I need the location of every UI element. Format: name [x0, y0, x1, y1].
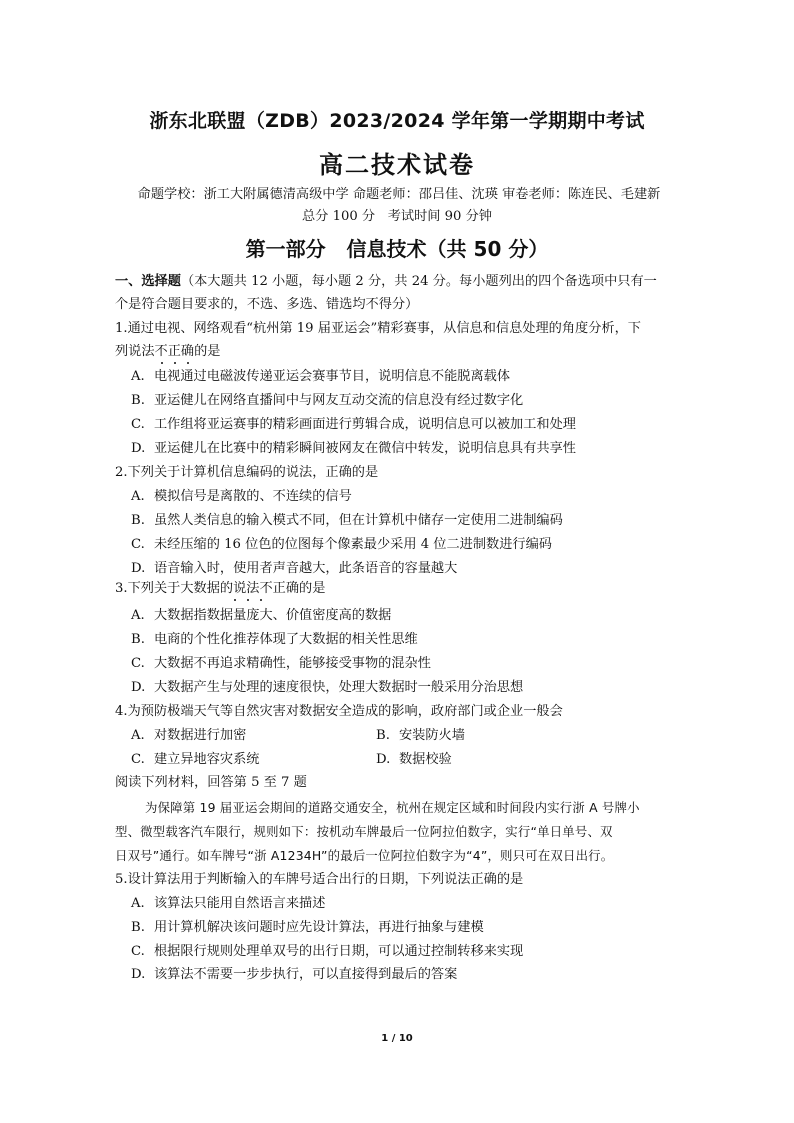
instructions-line-1	[115, 274, 657, 290]
question-5-option-c[interactable]: C. 根据限行规则处理单双号的出行日期，可以通过控制转移来实现	[131, 944, 524, 959]
question-5-option-a[interactable]: A. 该算法只能用自然语言来描述	[131, 896, 326, 911]
page-number: 1 / 10	[381, 1033, 413, 1044]
emphasis-dot	[174, 362, 176, 364]
question-3-option-a[interactable]: A. 大数据指数据量庞大、价值密度高的数据	[131, 608, 392, 623]
question-3-stem: 3.下列关于大数据的说法不正确的是	[115, 581, 326, 596]
section-title: 第一部分 信息技术（共 50 分）	[245, 237, 549, 261]
question-2-option-d[interactable]: D. 语音输入时，使用者声音越大，此条语音的容量越大	[131, 561, 458, 576]
instructions-text-1: （本大题共 12 小题，每小题 2 分，共 24 分。每小题列出的四个备选项中只有一	[180, 274, 657, 289]
emphasis-dot	[260, 599, 262, 601]
question-5-option-b[interactable]: B. 用计算机解决该问题时应先设计算法，再进行抽象与建模	[131, 920, 484, 935]
exam-title: 浙东北联盟（ZDB）2023/2024 学年第一学期期中考试	[149, 110, 645, 132]
question-1-stem-line-2: 列说法不正确的是	[115, 344, 221, 359]
instructions-heading: 一、选择题	[115, 274, 181, 289]
reading-material-line: 型、微型载客汽车限行，规则如下：按机动车牌最后一位阿拉伯数字，实行“单日单号、双	[115, 824, 613, 839]
question-2-option-c[interactable]: C. 未经压缩的 16 位色的位图每个像素最少采用 4 位二进制数进行编码	[131, 537, 552, 552]
question-5-stem: 5.设计算法用于判断输入的车牌号适合出行的日期，下列说法正确的是	[115, 872, 524, 887]
question-2-option-a[interactable]: A. 模拟信号是离散的、不连续的信号	[131, 489, 352, 504]
question-4-option-a[interactable]: A. 对数据进行加密	[131, 728, 247, 743]
question-3-option-b[interactable]: B. 电商的个性化推荐体现了大数据的相关性思维	[131, 632, 418, 647]
emphasis-dot	[161, 362, 163, 364]
question-1-option-c[interactable]: C. 工作组将亚运赛事的精彩画面进行剪辑合成，说明信息可以被加工和处理	[131, 417, 576, 432]
question-2-stem: 2.下列关于计算机信息编码的说法，正确的是	[115, 465, 379, 480]
emphasis-dot	[247, 599, 249, 601]
question-1-option-a[interactable]: A. 电视通过电磁波传递亚运会赛事节目，说明信息不能脱离载体	[131, 369, 511, 384]
question-3-option-d[interactable]: D. 大数据产生与处理的速度很快，处理大数据时一般采用分治思想	[131, 680, 524, 695]
emphasis-dot	[234, 599, 236, 601]
question-1-option-b[interactable]: B. 亚运健儿在网络直播间中与网友互动交流的信息没有经过数字化	[131, 393, 524, 408]
authors-line: 命题学校：浙工大附属德清高级中学 命题老师：邵吕佳、沈瑛 审卷老师：陈连民、毛建新	[137, 187, 661, 202]
question-3-option-c[interactable]: C. 大数据不再追求精确性，能够接受事物的混杂性	[131, 656, 431, 671]
question-4-option-b[interactable]: B. 安装防火墙	[376, 728, 465, 743]
reading-prompt: 阅读下列材料，回答第 5 至 7 题	[115, 775, 307, 790]
reading-material-line: 为保障第 19 届亚运会期间的道路交通安全，杭州在规定区域和时间段内实行浙 A 号牌小	[145, 800, 640, 815]
emphasis-dot	[187, 362, 189, 364]
question-4-option-c[interactable]: C. 建立异地容灾系统	[131, 752, 260, 767]
score-time-line: 总分 100 分 考试时间 90 分钟	[302, 209, 492, 224]
exam-subtitle: 高二技术试卷	[319, 151, 475, 179]
question-1-stem-line-1: 1.通过电视、网络观看“杭州第 19 届亚运会”精彩赛事，从信息和信息处理的角度分析，下	[115, 321, 641, 336]
question-4-stem: 4.为预防极端天气等自然灾害对数据安全造成的影响，政府部门或企业一般会	[115, 704, 563, 719]
question-4-option-d[interactable]: D. 数据校验	[376, 752, 452, 767]
reading-material-line: 日双号”通行。如车牌号“浙 A1234H”的最后一位阿拉伯数字为“4”，则只可在双日出行。	[115, 848, 614, 863]
instructions-line-2: 个是符合题目要求的，不选、多选、错选均不得分）	[115, 297, 419, 312]
question-1-option-d[interactable]: D. 亚运健儿在比赛中的精彩瞬间被网友在微信中转发，说明信息具有共享性	[131, 441, 576, 456]
question-2-option-b[interactable]: B. 虽然人类信息的输入模式不同，但在计算机中储存一定使用二进制编码	[131, 513, 563, 528]
question-5-option-d[interactable]: D. 该算法不需要一步步执行，可以直接得到最后的答案	[131, 967, 458, 982]
